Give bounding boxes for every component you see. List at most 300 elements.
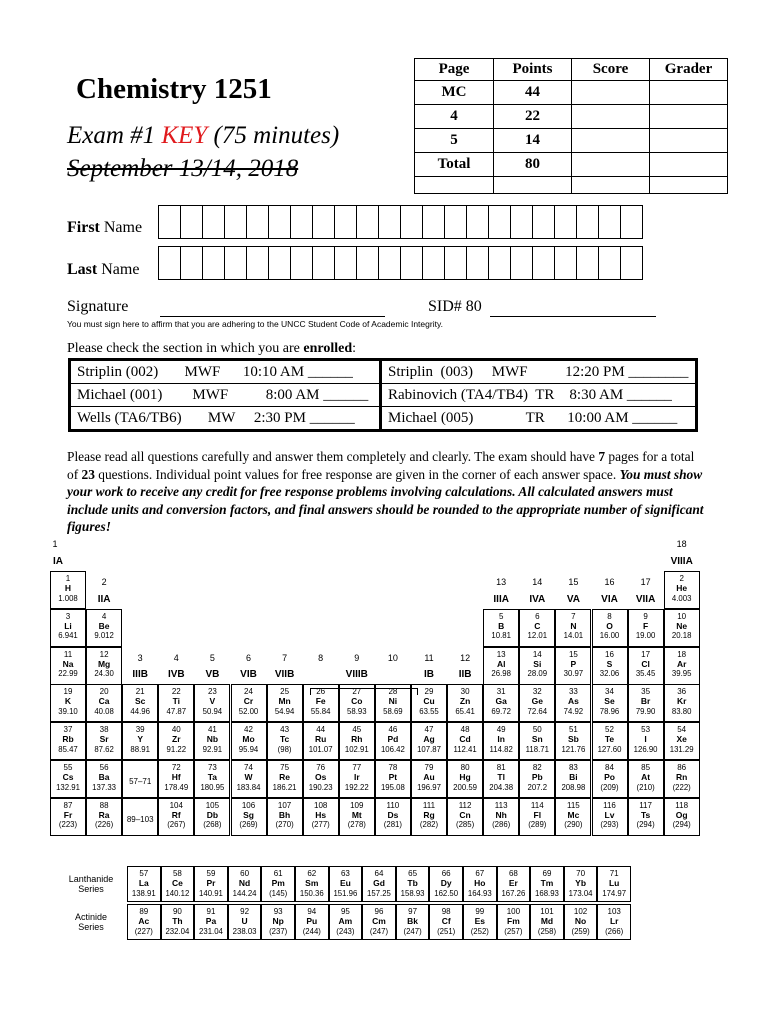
atomic-number: 59: [206, 869, 216, 878]
group-number: 13: [496, 577, 507, 587]
element-symbol: Og: [675, 809, 688, 820]
element-symbol: Rb: [62, 734, 74, 745]
series-label: [61, 912, 121, 932]
atomic-number: 24: [244, 687, 253, 697]
atomic-mass: 87.62: [94, 744, 114, 754]
atomic-number: 64: [374, 869, 384, 878]
group-label: IIA: [97, 594, 111, 605]
last-name-box[interactable]: [334, 246, 357, 280]
atomic-number: 75: [280, 763, 290, 772]
atomic-number: 29: [424, 687, 434, 697]
score-cell: 4: [415, 105, 494, 129]
atomic-mass: 35.45: [635, 669, 656, 679]
atomic-mass: (244): [302, 926, 321, 936]
last-name-boxes[interactable]: [158, 246, 643, 280]
atomic-mass: 22.99: [58, 669, 78, 679]
element-symbol: W: [244, 772, 253, 782]
group-label: VIB: [240, 669, 257, 680]
group-label: VIIB: [274, 669, 295, 680]
element-symbol: Mn: [278, 696, 291, 707]
atomic-mass: 140.91: [199, 888, 223, 898]
series-element-cell: [161, 866, 195, 902]
first-name-box[interactable]: [202, 205, 225, 239]
element-symbol: Se: [604, 696, 615, 707]
group-label: VIIA: [635, 594, 656, 605]
group-label: IIIB: [132, 669, 148, 680]
last-name-box[interactable]: [620, 246, 643, 280]
section-option[interactable]: Wells (TA6/TB6) MW 2:30 PM ______: [70, 407, 381, 431]
first-name-box[interactable]: [510, 205, 533, 239]
first-name-box[interactable]: [576, 205, 599, 239]
last-name-box[interactable]: [180, 246, 203, 280]
series-element-cell: [295, 904, 329, 940]
element-cell: [664, 647, 700, 685]
series-label-line: Lanthanide: [68, 874, 114, 884]
element-cell: [375, 760, 411, 798]
atomic-mass: 9.012: [94, 631, 114, 641]
atomic-mass: (243): [336, 926, 355, 936]
first-name-box[interactable]: [356, 205, 379, 239]
atomic-number: 101: [540, 907, 554, 916]
atomic-number: 30: [460, 687, 470, 697]
element-symbol: La: [138, 878, 149, 888]
series-label-line: Actinide: [74, 912, 108, 922]
element-cell: [231, 684, 267, 722]
atomic-number: 77: [352, 763, 362, 772]
first-name-box[interactable]: [312, 205, 335, 239]
score-input-cell[interactable]: [572, 81, 650, 105]
atomic-number: 33: [568, 687, 578, 697]
element-cell: [447, 760, 483, 798]
element-symbol: Es: [474, 916, 485, 926]
last-name-box[interactable]: [532, 246, 555, 280]
atomic-mass: 121.76: [561, 744, 586, 754]
element-cell: [86, 798, 122, 836]
element-symbol: Lu: [608, 878, 620, 888]
element-cell: [592, 798, 628, 836]
group-label: IB: [424, 669, 434, 680]
element-symbol: Nh: [495, 809, 507, 820]
first-name-box[interactable]: [246, 205, 269, 239]
instructions-text: Please read all questions carefully and answer them completely and clearly. The exam should have: [67, 449, 599, 464]
atomic-mass: 28.09: [527, 669, 548, 679]
atomic-mass: 26.98: [491, 669, 511, 679]
atomic-number: 103: [607, 907, 621, 916]
atomic-mass: 207.2: [527, 782, 548, 792]
element-symbol: Db: [206, 809, 219, 820]
last-name-box[interactable]: [290, 246, 313, 280]
element-cell: [447, 798, 483, 836]
first-name-box[interactable]: [334, 205, 357, 239]
section-option[interactable]: Striplin (003) MWF 12:20 PM ________: [381, 360, 697, 384]
element-symbol: Mt: [351, 809, 362, 820]
last-name-box[interactable]: [488, 246, 511, 280]
last-name-box[interactable]: [576, 246, 599, 280]
last-name-box[interactable]: [356, 246, 379, 280]
element-symbol: Rf: [171, 809, 181, 820]
element-symbol: Yb: [575, 878, 587, 888]
score-input-cell[interactable]: [572, 129, 650, 153]
section-option[interactable]: Michael (001) MWF 8:00 AM ______: [70, 384, 381, 407]
first-name-box[interactable]: [268, 205, 291, 239]
score-cell: 5: [415, 129, 494, 153]
atomic-number: 92: [240, 907, 250, 916]
atomic-number: 57: [139, 869, 149, 878]
element-symbol: Si: [533, 658, 542, 669]
last-name-box[interactable]: [400, 246, 423, 280]
atomic-number: 5: [498, 611, 504, 621]
atomic-number: 71: [609, 869, 619, 878]
group-number: 4: [173, 653, 179, 663]
series-element-cell: [362, 866, 396, 902]
last-name-box[interactable]: [246, 246, 269, 280]
atomic-number: 51: [568, 725, 578, 735]
first-name-box[interactable]: [180, 205, 203, 239]
element-symbol: Pu: [306, 916, 318, 926]
exam-date: September 13/14, 2018: [67, 155, 299, 182]
series-element-cell: [261, 904, 295, 940]
atomic-mass: (277): [311, 820, 330, 830]
element-symbol: Gd: [373, 878, 385, 888]
last-name-box[interactable]: [444, 246, 467, 280]
atomic-mass: 183.84: [236, 782, 261, 792]
element-symbol: Cd: [459, 734, 471, 745]
atomic-number: 74: [244, 763, 253, 772]
group-number: 15: [568, 577, 579, 587]
element-symbol: Eu: [339, 878, 351, 888]
section-option[interactable]: Striplin (002) MWF 10:10 AM ______: [70, 360, 381, 384]
first-name-box[interactable]: [378, 205, 401, 239]
atomic-mass: (247): [369, 926, 389, 936]
sid-line[interactable]: [490, 316, 656, 317]
element-cell: [592, 647, 628, 685]
score-cell: Total: [415, 153, 494, 177]
group-label: VIIIB: [345, 669, 368, 680]
group-number: 7: [282, 653, 288, 663]
element-cell: [86, 722, 122, 760]
signature-line[interactable]: [160, 316, 385, 317]
atomic-number: 6: [535, 611, 540, 621]
atomic-mass: 58.93: [347, 706, 367, 716]
element-cell: [592, 684, 628, 722]
atomic-number: 96: [374, 907, 384, 916]
atomic-mass: 14.01: [563, 631, 584, 641]
group-number: 1: [52, 539, 58, 549]
element-symbol: Cu: [423, 696, 435, 707]
atomic-mass: 190.23: [308, 782, 333, 792]
score-cell: [650, 177, 728, 194]
first-name-box[interactable]: [598, 205, 621, 239]
atomic-mass: 150.36: [299, 888, 324, 898]
score-input-cell[interactable]: [572, 105, 650, 129]
atomic-number: 23: [207, 687, 217, 697]
element-symbol: F: [642, 620, 649, 631]
atomic-number: 15: [568, 649, 578, 659]
group-label: VA: [566, 594, 580, 605]
atomic-number: 110: [386, 800, 400, 810]
atomic-number: 107: [277, 800, 292, 810]
atomic-number: 40: [171, 725, 181, 735]
element-symbol: Ca: [98, 696, 110, 707]
element-symbol: S: [606, 658, 613, 669]
element-cell: [339, 722, 375, 760]
element-symbol: He: [676, 583, 688, 593]
first-name-box[interactable]: [488, 205, 511, 239]
atomic-number: 78: [388, 763, 398, 772]
atomic-number: 95: [340, 907, 350, 916]
first-name-box[interactable]: [532, 205, 555, 239]
element-symbol: Fe: [315, 696, 326, 707]
element-symbol: Ir: [353, 772, 360, 782]
last-name-box[interactable]: [224, 246, 247, 280]
atomic-mass: 114.82: [489, 744, 513, 754]
element-cell: [303, 798, 339, 836]
element-symbol: Pd: [387, 734, 399, 745]
atomic-mass: (257): [504, 926, 523, 936]
group-number: 14: [532, 577, 543, 587]
element-symbol: Sr: [99, 734, 109, 745]
element-cell: [664, 798, 700, 836]
first-name-box[interactable]: [224, 205, 247, 239]
element-cell: [158, 798, 194, 836]
group-number: 18: [676, 539, 687, 549]
last-name-label-rest: Name: [97, 261, 140, 278]
element-symbol: Mg: [97, 658, 111, 669]
element-symbol: Ru: [315, 734, 327, 745]
atomic-number: 52: [605, 725, 614, 735]
element-symbol: Mc: [567, 809, 580, 820]
atomic-number: 97: [408, 907, 418, 916]
grader-input-cell[interactable]: [650, 81, 728, 105]
element-symbol: O: [606, 620, 613, 631]
last-name-box[interactable]: [466, 246, 489, 280]
atomic-number: 67: [475, 869, 485, 878]
element-cell: [267, 722, 303, 760]
element-cell: [375, 798, 411, 836]
atomic-number: 49: [496, 725, 506, 735]
atomic-number: 60: [240, 869, 250, 878]
element-cell: [411, 798, 447, 836]
first-name-box[interactable]: [158, 205, 181, 239]
atomic-mass: 92.91: [202, 744, 223, 754]
score-cell: 22: [494, 105, 572, 129]
atomic-mass: (98): [277, 744, 292, 754]
element-symbol: Ts: [640, 809, 651, 820]
element-cell: [628, 798, 664, 836]
element-symbol: Pt: [388, 772, 398, 782]
atomic-mass: 118.71: [525, 744, 549, 754]
atomic-mass: (145): [269, 888, 288, 898]
first-name-box[interactable]: [422, 205, 445, 239]
atomic-mass: 167.26: [501, 888, 526, 898]
last-name-label: [67, 261, 139, 279]
score-header-points: Points: [494, 59, 572, 81]
atomic-number: 35: [641, 687, 651, 697]
series-element-cell: [161, 904, 195, 940]
question-count: 23: [81, 466, 95, 482]
first-name-box[interactable]: [290, 205, 313, 239]
last-name-box[interactable]: [202, 246, 225, 280]
atomic-mass: (278): [347, 820, 366, 830]
atomic-mass: 50.94: [202, 706, 223, 716]
first-name-box[interactable]: [554, 205, 577, 239]
signature-label: Signature: [67, 298, 129, 315]
element-symbol: Ta: [207, 772, 218, 782]
element-cell: [592, 609, 628, 647]
atomic-number: 100: [506, 907, 521, 916]
atomic-number: 84: [605, 763, 614, 772]
series-element-cell: [497, 904, 531, 940]
series-element-cell: [530, 904, 564, 940]
atomic-mass: (209): [600, 782, 619, 792]
element-cell: [447, 722, 483, 760]
atomic-mass: (252): [470, 926, 489, 936]
element-symbol: Hf: [171, 772, 181, 782]
first-name-box[interactable]: [444, 205, 467, 239]
element-cell: [86, 760, 122, 798]
element-cell: [519, 684, 555, 722]
element-cell: [339, 798, 375, 836]
atomic-number: 32: [532, 687, 542, 697]
atomic-mass: 195.08: [380, 782, 405, 792]
element-cell: [555, 722, 591, 760]
last-name-box[interactable]: [510, 246, 533, 280]
atomic-number: 114: [530, 800, 544, 810]
atomic-number: 88: [99, 800, 109, 810]
element-symbol: Pa: [205, 916, 217, 926]
element-symbol: Fr: [63, 809, 73, 820]
element-symbol: P: [570, 658, 577, 669]
last-name-box[interactable]: [598, 246, 621, 280]
section-option[interactable]: Rabinovich (TA4/TB4) TR 8:30 AM ______: [381, 384, 697, 407]
atomic-mass: (259): [571, 926, 590, 936]
element-cell: [122, 722, 158, 760]
last-name-box[interactable]: [268, 246, 291, 280]
atomic-number: 90: [172, 907, 182, 916]
atomic-number: 14: [532, 649, 542, 659]
atomic-number: 20: [99, 687, 109, 697]
atomic-number: 39: [135, 725, 145, 735]
element-cell: [50, 760, 86, 798]
group-number: 11: [424, 653, 434, 663]
element-symbol: Hg: [459, 772, 471, 782]
atomic-mass: 65.41: [455, 706, 475, 716]
atomic-mass: 54.94: [274, 706, 295, 716]
series-element-cell: [362, 904, 396, 940]
atomic-mass: 16.00: [599, 631, 620, 641]
atomic-mass: (286): [492, 820, 511, 830]
atomic-mass: 72.64: [527, 706, 548, 716]
last-name-box[interactable]: [312, 246, 335, 280]
first-name-boxes[interactable]: [158, 205, 643, 239]
element-symbol: Y: [137, 734, 144, 745]
atomic-number: 46: [388, 725, 398, 735]
series-element-cell: [261, 866, 295, 902]
element-symbol: Rg: [423, 809, 435, 820]
atomic-number: 50: [532, 725, 542, 735]
score-header-score: Score: [572, 59, 650, 81]
atomic-number: 72: [171, 763, 181, 772]
atomic-mass: 232.04: [165, 926, 190, 936]
atomic-number: 43: [280, 725, 290, 735]
atomic-number: 113: [494, 800, 508, 810]
atomic-number: 10: [677, 611, 687, 621]
score-input-cell[interactable]: [572, 153, 650, 177]
atomic-number: 118: [675, 800, 689, 810]
group-label: IA: [53, 556, 63, 567]
section-option[interactable]: Michael (005) TR 10:00 AM ______: [381, 407, 697, 431]
element-symbol: Po: [604, 772, 615, 782]
grader-input-cell[interactable]: [650, 153, 728, 177]
grader-input-cell[interactable]: [650, 105, 728, 129]
last-name-box[interactable]: [554, 246, 577, 280]
element-cell: [411, 760, 447, 798]
element-symbol: Ar: [676, 658, 687, 669]
atomic-number: 94: [307, 907, 317, 916]
series-element-cell: [194, 866, 228, 902]
series-element-cell: [329, 866, 363, 902]
element-symbol: Lv: [604, 809, 615, 820]
first-name-box[interactable]: [620, 205, 643, 239]
atomic-mass: (282): [419, 820, 439, 830]
last-name-box[interactable]: [158, 246, 181, 280]
element-symbol: Cl: [641, 658, 650, 669]
element-cell: [628, 609, 664, 647]
atomic-mass: (222): [672, 782, 691, 792]
atomic-number: 22: [171, 687, 181, 697]
last-name-box[interactable]: [378, 246, 401, 280]
atomic-mass: (247): [403, 926, 422, 936]
atomic-mass: 19.00: [635, 631, 656, 641]
group-number: 5: [209, 653, 215, 663]
group-number: 8: [318, 653, 324, 663]
atomic-mass: 112.41: [453, 744, 477, 754]
section-row: [70, 384, 697, 407]
element-symbol: Fl: [533, 809, 542, 820]
atomic-number: 66: [441, 869, 451, 878]
last-name-box[interactable]: [422, 246, 445, 280]
element-symbol: At: [641, 772, 651, 782]
element-cell: [483, 684, 519, 722]
element-cell: [267, 760, 303, 798]
atomic-number: 3: [65, 611, 71, 621]
score-header-grader: Grader: [650, 59, 728, 81]
atomic-number: 117: [639, 800, 652, 810]
element-symbol: Ti: [172, 696, 180, 707]
exam-duration: (75 minutes): [213, 122, 340, 149]
score-cell: [572, 177, 650, 194]
first-name-box[interactable]: [466, 205, 489, 239]
honor-code-text: You must sign here to affirm that you are adhering to the UNCC Student Code of Academic Integrity.: [67, 319, 443, 329]
element-symbol: Sc: [134, 696, 146, 707]
element-cell: [519, 609, 555, 647]
atomic-number: 104: [169, 800, 183, 810]
atomic-mass: (290): [564, 820, 583, 830]
element-symbol: Ho: [474, 878, 486, 888]
element-cell: [303, 684, 339, 722]
grader-input-cell[interactable]: [650, 129, 728, 153]
element-cell: [483, 722, 519, 760]
series-label-line: Series: [78, 884, 104, 894]
first-name-box[interactable]: [400, 205, 423, 239]
first-name-label-rest: Name: [99, 219, 143, 236]
series-element-cell: [497, 866, 531, 902]
score-table-header: [415, 59, 728, 81]
series-label-line: Series: [78, 922, 104, 932]
score-row: [415, 81, 728, 105]
atomic-mass: 55.84: [310, 706, 331, 716]
element-symbol: Sn: [531, 734, 543, 745]
